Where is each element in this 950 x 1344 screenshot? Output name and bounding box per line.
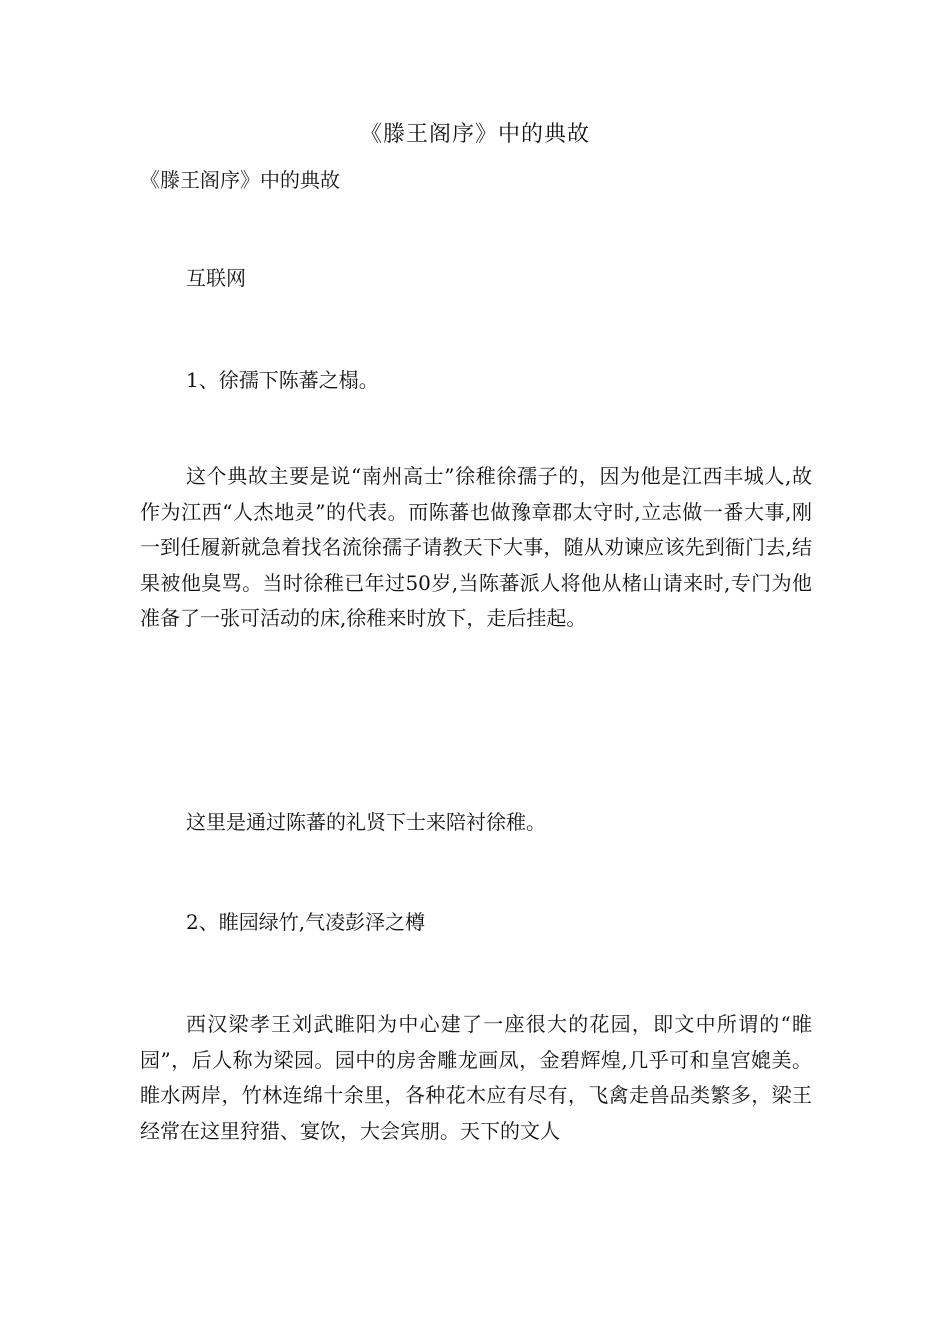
source-line: 互联网 [186,266,246,290]
section2-paragraph-1: 西汉梁孝王刘武睢阳为中心建了一座很大的花园，即文中所谓的“睢园”，后人称为梁园。园中的房舍雕龙画凤，金碧辉煌,几乎可和皇宫媲美。睢水两岸，竹林连绵十余里，各种花木应有尽有，飞禽走兽品类繁多，梁王经常在这里狩猎、宴饮，大会宾朋。天下的文人 [140,1012,812,1143]
document-subtitle: 《滕王阁序》中的典故 [140,168,340,192]
section1-paragraph-1: 这个典故主要是说“南州高士”徐稚徐孺子的，因为他是江西丰城人,故作为江西“人杰地灵”的代表。而陈蕃也做豫章郡太守时,立志做一番大事,刚一到任履新就急着找名流徐孺子请教天下大事，随从劝谏应该先到衙门去,结果被他臭骂。当时徐稚已年过50岁,当陈蕃派人将他从楮山请来时,专门为他准备了一张可活动的床,徐稚来时放下，走后挂起。 [140,464,812,630]
section2-heading: 2、睢园绿竹,气凌彭泽之樽 [186,910,426,934]
section1-paragraph-2: 这里是通过陈蕃的礼贤下士来陪衬徐稚。 [186,810,546,834]
section1-heading: 1、徐孺下陈蕃之榻。 [186,368,379,392]
document-title: 《滕王阁序》中的典故 [359,122,590,147]
